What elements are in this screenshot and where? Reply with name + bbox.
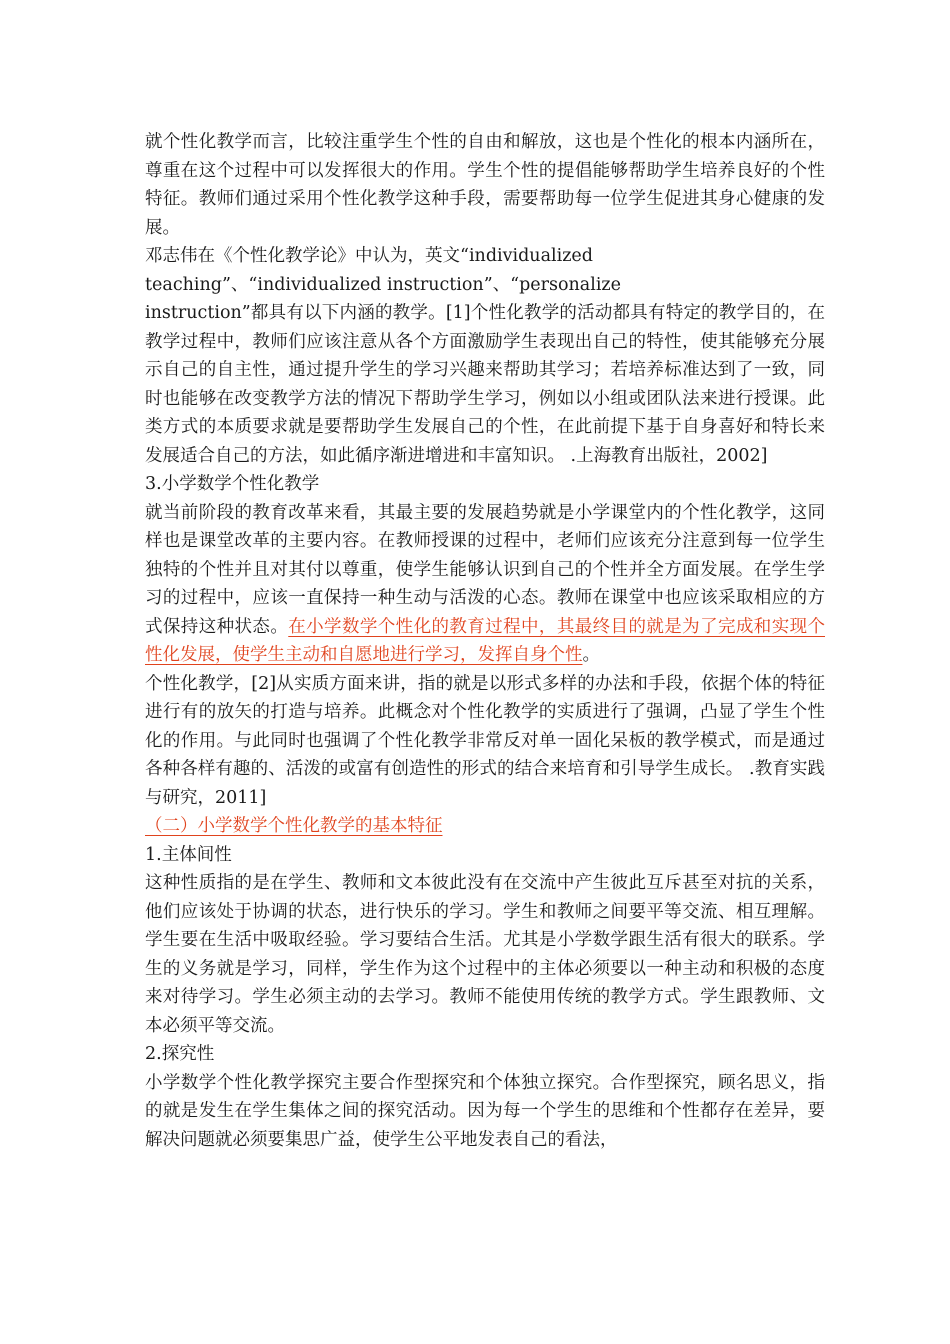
heading-intersubjectivity: 1.主体间性 bbox=[145, 844, 232, 865]
paragraph-line: 邓志伟在《个性化教学论》中认为，英文“individualized bbox=[145, 246, 593, 266]
document-body bbox=[145, 128, 825, 1154]
heading-exploratory: 2.探究性 bbox=[145, 1044, 215, 1064]
paragraph-deng-zhiwei bbox=[145, 242, 825, 470]
paragraph-individualized-teaching-intro: 就个性化教学而言，比较注重学生个性的自由和解放，这也是个性化的根本内涵所在，尊重在这个过程中可以发挥很大的作用。学生个性的提倡能够帮助学生培养良好的个性特征。教师们通过采用个性化教学这种手段，需要帮助每一位学生促进其身心健康的发展。 bbox=[145, 132, 825, 238]
section-heading-basic-features[interactable]: （二）小学数学个性化教学的基本特征 bbox=[145, 816, 443, 836]
highlighted-link-text[interactable]: 在小学数学个性化的教育过程中，其最终目的就是为了完成和实现个性化发展，使学生主动和自愿地进行学习，发挥自身个性 bbox=[145, 616, 826, 665]
paragraph-exploratory: 小学数学个性化教学探究主要合作型探究和个体独立探究。合作型探究，顾名思义，指的就是发生在学生集体之间的探究活动。因为每一个学生的思维和个性都存在差异，要解决问题就必须要集思广益，使学生公平地发表自己的看法， bbox=[145, 1072, 825, 1150]
paragraph-line: teaching”、“individualized instruction”、“personalize bbox=[145, 274, 622, 295]
paragraph-reform-trend bbox=[145, 499, 825, 670]
paragraph-text: 就当前阶段的教育改革来看，其最主要的发展趋势就是小学课堂内的个性化教学，这同样也是课堂改革的主要内容。在教师授课的过程中，老师们应该充分注意到每一位学生独特的个性并且对其付以尊重，使学生能够认识到自己的个性并全方面发展。在学生学习的过程中，应该一直保持一种生动与活泼的心态。教师在课堂中也应该采取相应的方式保持这种状态。 bbox=[145, 502, 825, 637]
paragraph-text: instruction”都具有以下内涵的教学。[1]个性化教学的活动都具有特定的教学目的，在教学过程中，教师们应该注意从各个方面激励学生表现出自己的特性，使其能够充分展示自己的自主性，通过提升学生的学习兴趣来帮助其学习；若培养标准达到了一致，同时也能够在改变教学方法的情况下帮助学生学习，例如以小组或团队法来进行授课。此类方式的本质要求就是要帮助学生发展自己的个性，在此前提下基于自身喜好和特长来发展适合自己的方法，如此循序渐进增进和丰富知识。 .上海教育出版社，2002] bbox=[145, 303, 825, 466]
heading-primary-math-individualized: 3.小学数学个性化教学 bbox=[145, 474, 320, 494]
paragraph-intersubjectivity: 这种性质指的是在学生、教师和文本彼此没有在交流中产生彼此互斥甚至对抗的关系，他们应该处于协调的状态，进行快乐的学习。学生和教师之间要平等交流、相互理解。学生要在生活中吸取经验。学习要结合生活。尤其是小学数学跟生活有很大的联系。学生的义务就是学习，同样，学生作为这个过程中的主体必须要以一种主动和积极的态度来对待学习。学生必须主动的去学习。教师不能使用传统的教学方式。学生跟教师、文本必须平等交流。 bbox=[145, 873, 825, 1036]
paragraph-definition: 个性化教学，[2]从实质方面来讲，指的就是以形式多样的办法和手段，依据个体的特征进行有的放矢的打造与培养。此概念对个性化教学的实质进行了强调，凸显了学生个性化的作用。与此同时也强调了个性化教学非常反对单一固化呆板的教学模式，而是通过各种各样有趣的、活泼的或富有创造性的形式的结合来培育和引导学生成长。 .教育实践与研究，2011] bbox=[145, 673, 825, 808]
paragraph-text: 。 bbox=[582, 645, 600, 665]
